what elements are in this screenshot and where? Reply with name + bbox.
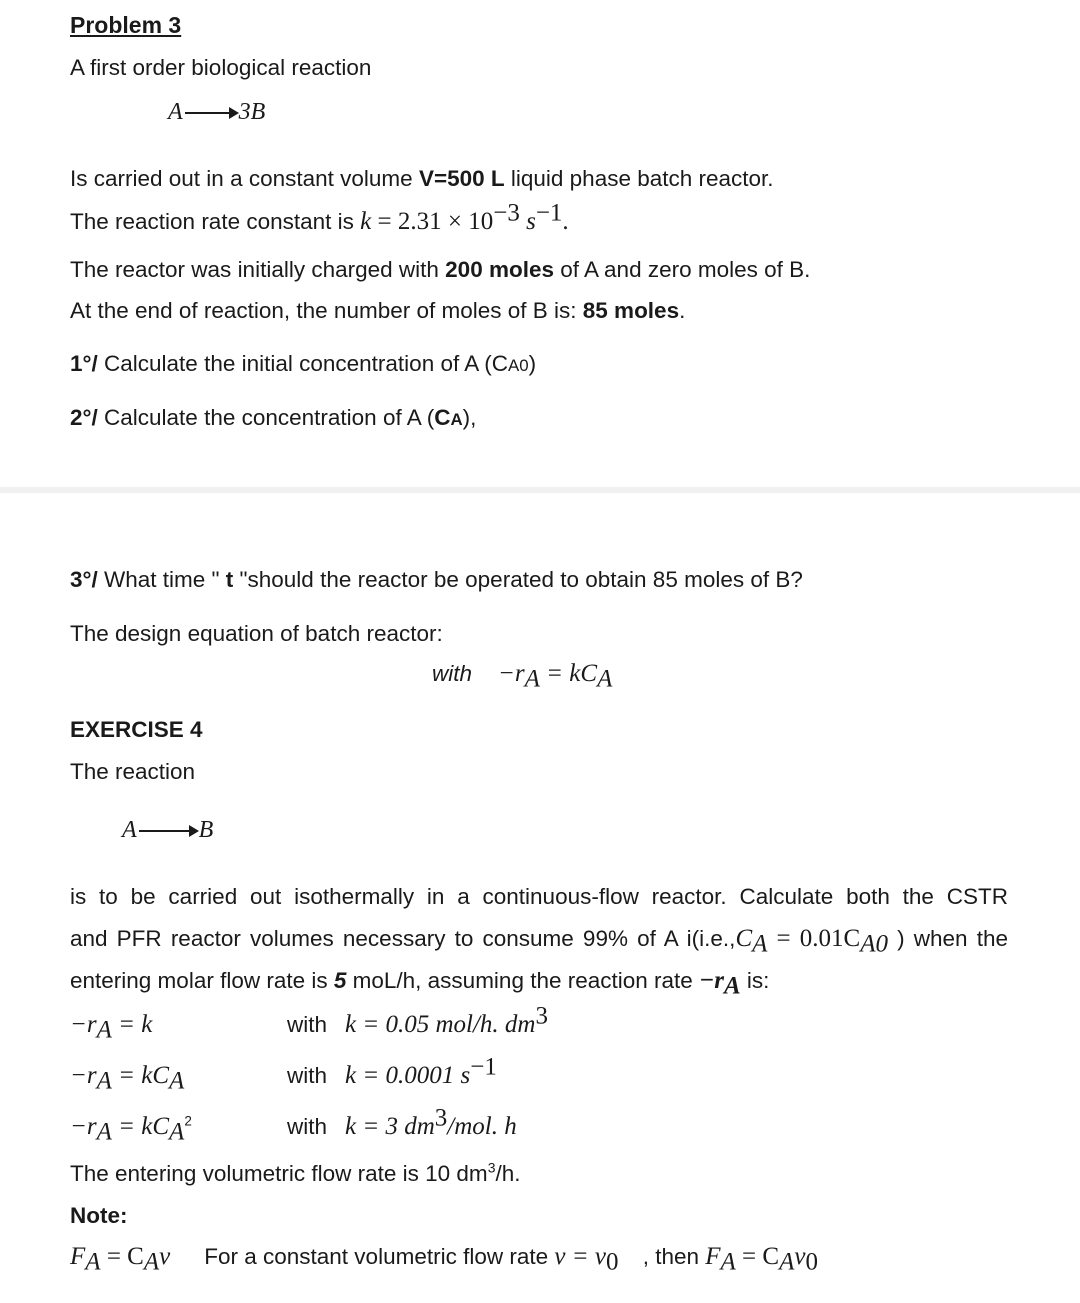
page-separator <box>0 487 1080 493</box>
text: = C <box>735 1243 780 1270</box>
reaction-arrow-icon <box>139 830 197 832</box>
text: F <box>70 1243 86 1270</box>
question-3 <box>70 567 803 593</box>
text: v = v <box>554 1243 606 1270</box>
product: B <box>198 817 214 843</box>
superscript: −1 <box>470 1053 497 1081</box>
text: Calculate the initial concentration of A (C <box>97 351 508 376</box>
text: of A and zero moles of B. <box>554 257 811 282</box>
subscript: A <box>779 1248 795 1276</box>
question-number: 1°/ <box>70 351 98 376</box>
subscript: A <box>723 972 741 1000</box>
k-value: = 2.31 × 10 <box>371 208 494 235</box>
subscript: A0 <box>860 930 888 958</box>
text: with <box>287 1012 328 1037</box>
rate-law-first-order <box>70 1062 185 1095</box>
problem-intro: A first order biological reaction <box>70 55 372 80</box>
text: 5 <box>333 968 347 993</box>
initial-charge-statement <box>70 257 810 283</box>
subscript: A <box>524 665 540 693</box>
text: The reaction rate constant is <box>70 209 361 234</box>
rate-law-second-order <box>70 1113 192 1146</box>
text: , then <box>636 1244 706 1269</box>
exercise-paragraph-line-2 <box>70 925 1008 958</box>
product: 3B <box>238 99 266 125</box>
text: −r <box>699 967 724 994</box>
exercise-title: EXERCISE 4 <box>70 717 203 742</box>
text: ) when the <box>888 926 1008 951</box>
text: −r <box>70 1062 97 1089</box>
reaction-arrow-icon <box>185 112 237 114</box>
text: Is carried out in a constant volume <box>70 166 419 191</box>
subscript: A <box>96 1118 112 1146</box>
k-exponent: −3 <box>493 199 520 227</box>
question-number: 2°/ <box>70 405 98 430</box>
rate-constant-first-order <box>287 1053 497 1091</box>
text: v <box>794 1243 806 1270</box>
volumetric-flow-statement <box>70 1161 520 1187</box>
text: −r <box>70 1113 97 1140</box>
subscript: A <box>96 1016 112 1044</box>
k-unit-exponent: −1 <box>535 199 563 227</box>
subscript: A <box>143 1248 160 1276</box>
text: ), <box>462 405 477 430</box>
text: F <box>705 1243 721 1270</box>
subscript: A <box>752 930 768 958</box>
text: The reactor was initially charged with <box>70 257 446 282</box>
superscript: 3 <box>535 1002 548 1030</box>
subscript: A <box>450 410 463 429</box>
text: k = 0.05 mol/h. dm <box>345 1011 536 1038</box>
exercise-intro: The reaction <box>70 759 196 784</box>
text: What time " <box>97 567 226 592</box>
subscript: A <box>85 1248 101 1276</box>
text: C <box>434 405 451 430</box>
reactant: A <box>168 99 183 125</box>
superscript: 2 <box>184 1113 192 1129</box>
text: with <box>432 661 473 686</box>
subscript: A <box>720 1248 736 1276</box>
problem-title: Problem 3 <box>70 12 182 38</box>
text: = k <box>111 1011 153 1038</box>
rate-constant-statement <box>70 199 569 237</box>
text: v <box>159 1243 171 1270</box>
text: /mol. h <box>447 1113 517 1140</box>
text: The entering volumetric flow rate is 10 dm <box>70 1161 488 1186</box>
reaction-equation <box>168 99 265 127</box>
superscript: 3 <box>434 1104 448 1132</box>
subscript: A0 <box>508 356 529 375</box>
text: and PFR reactor volumes necessary to consume 99% of A i(i.e., <box>70 926 736 951</box>
text: liquid phase batch reactor. <box>504 166 774 191</box>
text: For a constant volumetric flow rate <box>204 1244 555 1269</box>
initial-moles: 200 moles <box>445 257 554 282</box>
note-label: Note: <box>70 1203 128 1228</box>
rate-constant-zero-order <box>287 1002 548 1040</box>
question-2 <box>70 405 476 431</box>
text: with <box>287 1114 328 1139</box>
text: entering molar flow rate is <box>70 968 334 993</box>
reactant: A <box>122 817 137 843</box>
text: is: <box>740 968 770 993</box>
text: C <box>735 925 753 952</box>
subscript: A <box>169 1118 185 1146</box>
final-moles-statement <box>70 298 685 324</box>
question-number: 3°/ <box>70 567 98 592</box>
volume-statement <box>70 166 774 192</box>
text: = kC <box>111 1062 170 1089</box>
text: k = 0.0001 s <box>345 1062 471 1089</box>
exercise-paragraph-line-3 <box>70 967 770 1000</box>
subscript: A <box>597 665 613 693</box>
text: . <box>562 208 569 235</box>
k-unit: s <box>519 208 536 235</box>
text: t <box>225 567 234 592</box>
text: = kC <box>539 660 598 687</box>
question-1 <box>70 351 536 377</box>
subscript: 0 <box>605 1248 619 1276</box>
text: = C <box>100 1243 144 1270</box>
text: −r <box>70 1011 97 1038</box>
text: −r <box>498 660 525 687</box>
text: /h. <box>495 1161 521 1186</box>
text: moL/h, assuming the reaction rate <box>346 968 700 993</box>
subscript: A <box>169 1067 185 1095</box>
exercise-paragraph-line-1: is to be carried out isothermally in a continuous-flow reactor. Calculate both the CSTR <box>70 884 1008 909</box>
text: k = 3 dm <box>345 1113 435 1140</box>
text: "should the reactor be operated to obtain 85 moles of B? <box>233 567 803 592</box>
subscript: 0 <box>805 1248 818 1276</box>
rate-law-zero-order <box>70 1011 153 1044</box>
text: At the end of reaction, the number of moles of B is: <box>70 298 583 323</box>
text: = kC <box>111 1113 170 1140</box>
final-moles: 85 moles <box>582 298 680 323</box>
volume-value: V=500 L <box>418 166 505 191</box>
text: . <box>679 298 686 323</box>
text: ) <box>528 351 537 376</box>
subscript: A <box>96 1067 112 1095</box>
text: = 0.01C <box>767 925 861 952</box>
k-symbol: k <box>360 208 372 235</box>
rate-law <box>432 660 613 693</box>
superscript: 3 <box>487 1159 496 1176</box>
text: Calculate the concentration of A ( <box>97 405 435 430</box>
design-equation-label: The design equation of batch reactor: <box>70 621 443 646</box>
reaction-equation-2 <box>122 817 213 845</box>
note-equation <box>70 1243 818 1276</box>
text: with <box>287 1063 328 1088</box>
rate-constant-second-order <box>287 1104 517 1142</box>
